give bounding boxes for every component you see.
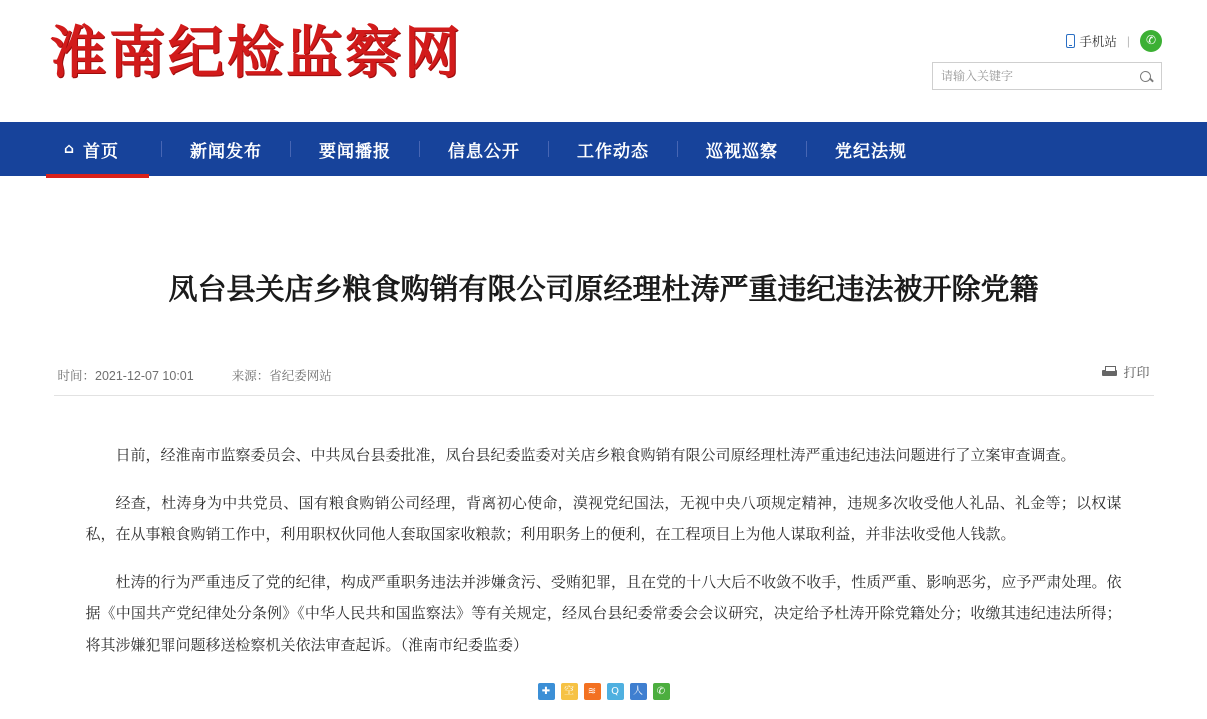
header-utility-links xyxy=(932,28,1162,54)
nav-item-label: 要闻播报 xyxy=(319,141,392,162)
article-time: 时间：2021-12-07 10:01 xyxy=(57,368,194,383)
nav-item-label: 首页 xyxy=(83,141,120,162)
share-bar xyxy=(54,683,1154,700)
search-input[interactable] xyxy=(933,63,1129,89)
search-button[interactable] xyxy=(1129,63,1161,89)
share-renren-icon[interactable]: 人 xyxy=(630,683,647,700)
nav-item-home[interactable] xyxy=(34,122,161,176)
nav-item-inspection[interactable] xyxy=(678,122,806,176)
article-paragraph: 日前，经淮南市监察委员会、中共凤台县委批准，凤台县纪委监委对关店乡粮食购销有限公司原经理杜涛严重违纪违法问题进行了立案审查调查。 xyxy=(115,446,1076,465)
home-icon: ⌂ xyxy=(64,141,76,157)
printer-icon xyxy=(1102,366,1117,378)
nav-item-work-updates[interactable] xyxy=(549,122,677,176)
header-right-panel xyxy=(932,28,1162,90)
share-qq-icon[interactable]: Q xyxy=(607,683,624,700)
nav-item-label: 信息公开 xyxy=(448,141,521,162)
article-source: 来源：省纪委网站 xyxy=(231,368,332,383)
page-title: 凤台县关店乡粮食购销有限公司原经理杜涛严重违纪违法被开除党籍 xyxy=(168,272,1039,307)
wechat-glyph: ✆ xyxy=(1145,33,1157,47)
mobile-site-link[interactable] xyxy=(1066,32,1117,50)
navigation-items xyxy=(0,122,1207,176)
nav-item-label: 巡视巡察 xyxy=(706,141,779,162)
share-more-icon[interactable]: ✚ xyxy=(538,683,555,700)
nav-item-headline-broadcast[interactable] xyxy=(291,122,419,176)
share-qzone-icon[interactable]: 空 xyxy=(561,683,578,700)
share-rss-icon[interactable]: ≋ xyxy=(584,683,601,700)
share-wechat-icon[interactable]: ✆ xyxy=(653,683,670,700)
article-meta xyxy=(54,362,1154,396)
nav-item-information-disclosure[interactable] xyxy=(420,122,548,176)
article-paragraph: 杜涛的行为严重违反了党的纪律，构成严重职务违法并涉嫌贪污、受贿犯罪，且在党的十八大后不收敛不收手，性质严重、影响恶劣，应予严肃处理。依据《中国共产党纪律处分条例》《中华人民共和国监察法》等有关规定，经凤台县纪委常委会会议研究，决定给予杜涛开除党籍处分；收缴其违纪违法所得；将其涉嫌犯罪问题移送检察机关依法审查起诉。（淮南市纪委监委） xyxy=(85,572,1122,654)
nav-item-party-regulations[interactable] xyxy=(807,122,935,176)
nav-item-news-release[interactable] xyxy=(162,122,290,176)
print-button[interactable] xyxy=(1102,362,1149,381)
article-container xyxy=(54,176,1154,700)
site-header xyxy=(0,0,1207,122)
header-divider: | xyxy=(1126,34,1130,48)
nav-item-label: 党纪法规 xyxy=(835,141,908,162)
nav-item-label: 新闻发布 xyxy=(190,141,263,162)
article-body xyxy=(54,440,1154,661)
site-logo[interactable]: 淮南纪检监察网 xyxy=(50,20,463,86)
nav-item-label: 工作动态 xyxy=(577,141,650,162)
wechat-icon[interactable] xyxy=(1140,30,1162,52)
search-box[interactable] xyxy=(932,62,1162,90)
print-label: 打印 xyxy=(1123,365,1150,381)
article-paragraph: 经查，杜涛身为中共党员、国有粮食购销公司经理，背离初心使命，漠视党纪国法，无视中央八项规定精神，违规多次收受他人礼品、礼金等；以权谋私，在从事粮食购销工作中，利用职权伙同他人套取国家收粮款；利用职务上的便利，在工程项目上为他人谋取利益，并非法收受他人钱款。 xyxy=(85,493,1122,544)
main-navigation xyxy=(0,122,1207,176)
mobile-site-label: 手机站 xyxy=(1079,35,1117,49)
phone-icon xyxy=(1066,34,1075,48)
search-icon xyxy=(1140,71,1151,82)
